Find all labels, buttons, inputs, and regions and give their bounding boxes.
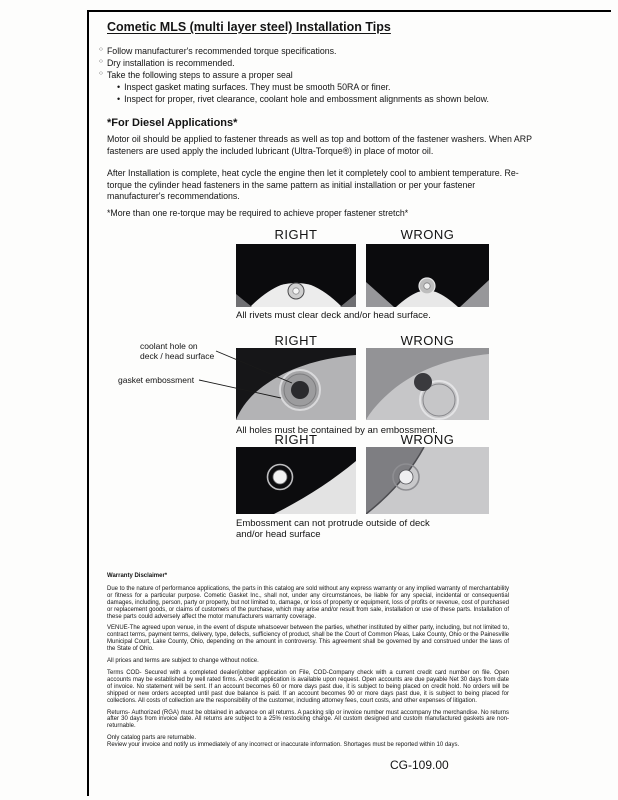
legal-section <box>107 573 509 749</box>
annotation-gasket-embossment-label: gasket embossment <box>118 375 195 385</box>
legal-paragraph-warranty: Due to the nature of performance applications, the parts in this catalog are sold without any express warranty or any implied warranty of merchantability or fitness for a particular purpose. Cometic Gasket Inc., shall not, under any circumstances, be liable for any special, incidental or consequential damages, including, person, party or property, but not limited to, damage, or loss of property or equipment, loss of profits or revenue, cost of purchased or replacement goods, or claims of customers of the purchase, which may arise and/or result from sale, installation or use of these parts. Installation of these parts could adversely affect the motor manufacturers warranty coverage. <box>107 585 509 620</box>
figure1-wrong-image <box>366 244 489 307</box>
tip-text: Dry installation is recommended. <box>106 58 235 68</box>
diesel-applications-heading: *For Diesel Applications* <box>107 117 238 129</box>
figure1-caption: All rivets must clear deck and/or head surface. <box>236 310 431 321</box>
warranty-disclaimer-heading: Warranty Disclaimer* <box>107 573 168 579</box>
page-border-top <box>87 10 611 12</box>
tip-item <box>99 69 579 81</box>
figure2-right-image <box>236 348 356 420</box>
figure1-right-image <box>236 244 356 307</box>
caption-line: and/or head surface <box>236 529 321 540</box>
open-bullet-icon: ○ <box>99 70 103 77</box>
annotation-line: coolant hole on <box>140 341 198 351</box>
legal-paragraph-returnable: Only catalog parts are returnable. <box>107 735 197 742</box>
legal-paragraph-prices: All prices and terms are subject to change without notice. <box>107 658 259 665</box>
filled-bullet-icon: • <box>117 82 121 92</box>
annotation-line: deck / head surface <box>140 351 215 361</box>
diesel-paragraph-1: Motor oil should be applied to fastener threads as well as top and bottom of the fastener washers. When ARP fasteners are used apply the included lubricant (Ultra-Torque®) in place of motor oil. <box>107 134 532 156</box>
figure1-wrong-label: WRONG <box>400 227 455 242</box>
tip-text: Follow manufacturer's recommended torque specifications. <box>106 46 337 56</box>
page-code: CG-109.00 <box>390 758 449 772</box>
legal-paragraph-returns: Returns- Authorized (RGA) must be obtained in advance on all returns. A packing slip or invoice number must accompany the merchandise. No returns after 30 days from invoice date. All returns are subject to a 25% restocking charge. All custom designed and custom manufactured gaskets are non-returnable. <box>107 709 509 730</box>
open-bullet-icon: ○ <box>99 46 103 53</box>
figure3-wrong-label: WRONG <box>400 432 455 447</box>
figure3-right-image <box>236 447 356 514</box>
figure2-caption: All holes must be contained by an embossment. <box>236 425 438 436</box>
open-bullet-icon: ○ <box>99 58 103 65</box>
legal-paragraph-venue: VENUE-The agreed upon venue, in the event of dispute whatsoever between the parties, whether instituted by either party, including, but not limited to, contract terms, payment terms, delivery, type, defects, sufficiency of product, shall be the Court of Common Pleas, Lake County, Ohio or the Painesville Municipal Court, Lake County, Ohio, depending on the amount in controversy. This agreement shall be governed by and construed under the laws of the State of Ohio. <box>107 625 509 653</box>
coolant-hole <box>399 470 413 484</box>
coolant-hole <box>273 470 287 484</box>
tips-list <box>99 45 579 105</box>
diesel-paragraph-2: After Installation is complete, heat cycle the engine then let it completely cool to ambient temperature. Re-torque the cylinder head fasteners in the same pattern as initial installation or per your fastener manufacturer's recommendations. <box>107 168 519 201</box>
page-title: Cometic MLS (multi layer steel) Installation Tips <box>107 20 391 34</box>
figure3-caption <box>236 518 486 540</box>
sub-tip-text: Inspect gasket mating surfaces. They must be smooth 50RA or finer. <box>124 82 391 92</box>
figure3-right-label: RIGHT <box>274 432 318 447</box>
figure3-wrong-image <box>366 447 489 514</box>
sub-tip-item <box>99 93 579 105</box>
legal-paragraph-review: Review your invoice and notify us immediately of any incorrect or inaccurate information. Shortages must be reported within 10 days. <box>107 742 460 749</box>
sub-tip-item <box>99 81 579 93</box>
tip-text: Take the following steps to assure a proper seal <box>106 70 293 80</box>
coolant-hole <box>291 381 309 399</box>
page-border-left <box>87 10 89 796</box>
annotation-coolant-hole-label <box>140 341 230 361</box>
legal-paragraph-terms: Terms COD- Secured with a completed dealer/jobber application on File, COD-Company check with a current credit card number on file. Open accounts may be established by well rated firms. A credit application is available upon request. Open accounts are due payable Net 30 days from date of invoice. No statement will be sent. If an account becomes 60 or more days past due, it is subject to being placed on credit hold. No orders will be shipped or new orders accepted until past due balance is paid. If an account becomes 90 or more days past due, it is subject to being placed for collections. All costs of collection are the responsibility of the customer, including attorney fees, court costs, and other expenses of litigation. <box>107 669 509 704</box>
figure2-wrong-label: WRONG <box>400 333 455 348</box>
caption-line: Embossment can not protrude outside of deck <box>236 518 430 529</box>
figure2-right-label: RIGHT <box>274 333 318 348</box>
tip-item <box>99 45 579 57</box>
retorque-note: *More than one re-torque may be required to achieve proper fastener stretch* <box>107 208 409 218</box>
sub-tip-text: Inspect for proper, rivet clearance, coolant hole and embossment alignments as shown below. <box>124 94 489 104</box>
figure2-wrong-image <box>366 348 489 420</box>
filled-bullet-icon: • <box>117 94 121 104</box>
tip-item <box>99 57 579 69</box>
figure1-right-label: RIGHT <box>274 227 318 242</box>
coolant-hole <box>414 373 432 391</box>
